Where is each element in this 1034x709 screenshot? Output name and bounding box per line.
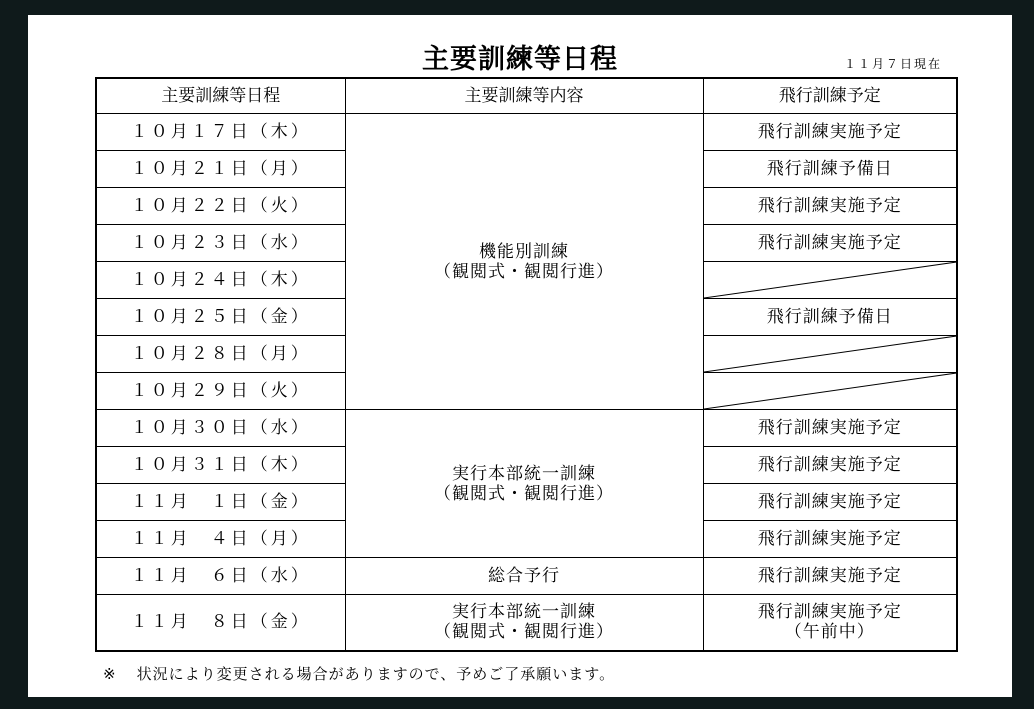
row-date: １１月 １日（金）	[96, 484, 345, 521]
table-row	[96, 558, 957, 595]
flight-plan: 飛行訓練実施予定	[703, 188, 957, 225]
header-flight: 飛行訓練予定	[703, 78, 957, 114]
no-flight-slash-cell	[703, 336, 957, 373]
training-content-cell	[345, 595, 703, 651]
row-date: １０月１７日（木）	[96, 114, 345, 151]
header-date: 主要訓練等日程	[96, 78, 345, 114]
row-date: １０月２９日（火）	[96, 373, 345, 410]
row-date: １１月 ８日（金）	[96, 595, 345, 651]
flight-plan: 飛行訓練実施予定	[703, 225, 957, 262]
row-date: １０月２５日（金）	[96, 299, 345, 336]
training-detail: （観閲式・観閲行進）	[434, 483, 614, 504]
footnote	[103, 663, 615, 684]
training-name: 機能別訓練	[479, 241, 569, 262]
reference-mark: ※	[103, 665, 117, 683]
no-flight-slash-cell	[703, 373, 957, 410]
training-name: 総合予行	[488, 566, 560, 586]
flight-plan: 飛行訓練実施予定	[757, 602, 902, 623]
row-date: １１月 ４日（月）	[96, 521, 345, 558]
flight-plan-note: （午前中）	[784, 622, 875, 643]
row-date: １０月３０日（水）	[96, 410, 345, 447]
header-content: 主要訓練等内容	[345, 78, 703, 114]
row-date: １０月２１日（月）	[96, 151, 345, 188]
table-row	[96, 410, 957, 447]
flight-plan: 飛行訓練実施予定	[703, 410, 957, 447]
page-title: 主要訓練等日程	[422, 44, 618, 75]
training-name: 実行本部統一訓練	[452, 602, 596, 623]
training-content-cell	[345, 114, 703, 410]
table-row	[96, 595, 957, 651]
flight-plan: 飛行訓練実施予定	[703, 521, 957, 558]
flight-plan: 飛行訓練実施予定	[703, 114, 957, 151]
flight-plan-cell	[703, 595, 957, 651]
schedule-table	[95, 77, 958, 652]
training-content-cell	[345, 410, 703, 558]
row-date: １０月２４日（木）	[96, 262, 345, 299]
diagonal-slash-icon	[704, 336, 957, 372]
training-detail: （観閲式・観閲行進）	[434, 261, 614, 282]
row-date: １０月３１日（木）	[96, 447, 345, 484]
training-content-cell	[345, 558, 703, 595]
no-flight-slash-cell	[703, 262, 957, 299]
training-name: 実行本部統一訓練	[452, 463, 596, 484]
flight-plan: 飛行訓練実施予定	[703, 558, 957, 595]
as-of-date: １１月７日現在	[843, 57, 942, 71]
flight-plan: 飛行訓練実施予定	[703, 447, 957, 484]
header-row	[96, 78, 957, 114]
flight-plan: 飛行訓練予備日	[703, 151, 957, 188]
row-date: １０月２８日（月）	[96, 336, 345, 373]
diagonal-slash-icon	[704, 373, 957, 409]
row-date: １１月 ６日（水）	[96, 558, 345, 595]
table-row	[96, 114, 957, 151]
row-date: １０月２２日（火）	[96, 188, 345, 225]
training-detail: （観閲式・観閲行進）	[434, 622, 614, 643]
flight-plan: 飛行訓練実施予定	[703, 484, 957, 521]
schedule-sheet	[28, 15, 1012, 697]
footnote-text: 状況により変更される場合がありますので、予めご了承願います。	[136, 665, 616, 683]
diagonal-slash-icon	[704, 262, 957, 298]
flight-plan: 飛行訓練予備日	[703, 299, 957, 336]
row-date: １０月２３日（水）	[96, 225, 345, 262]
